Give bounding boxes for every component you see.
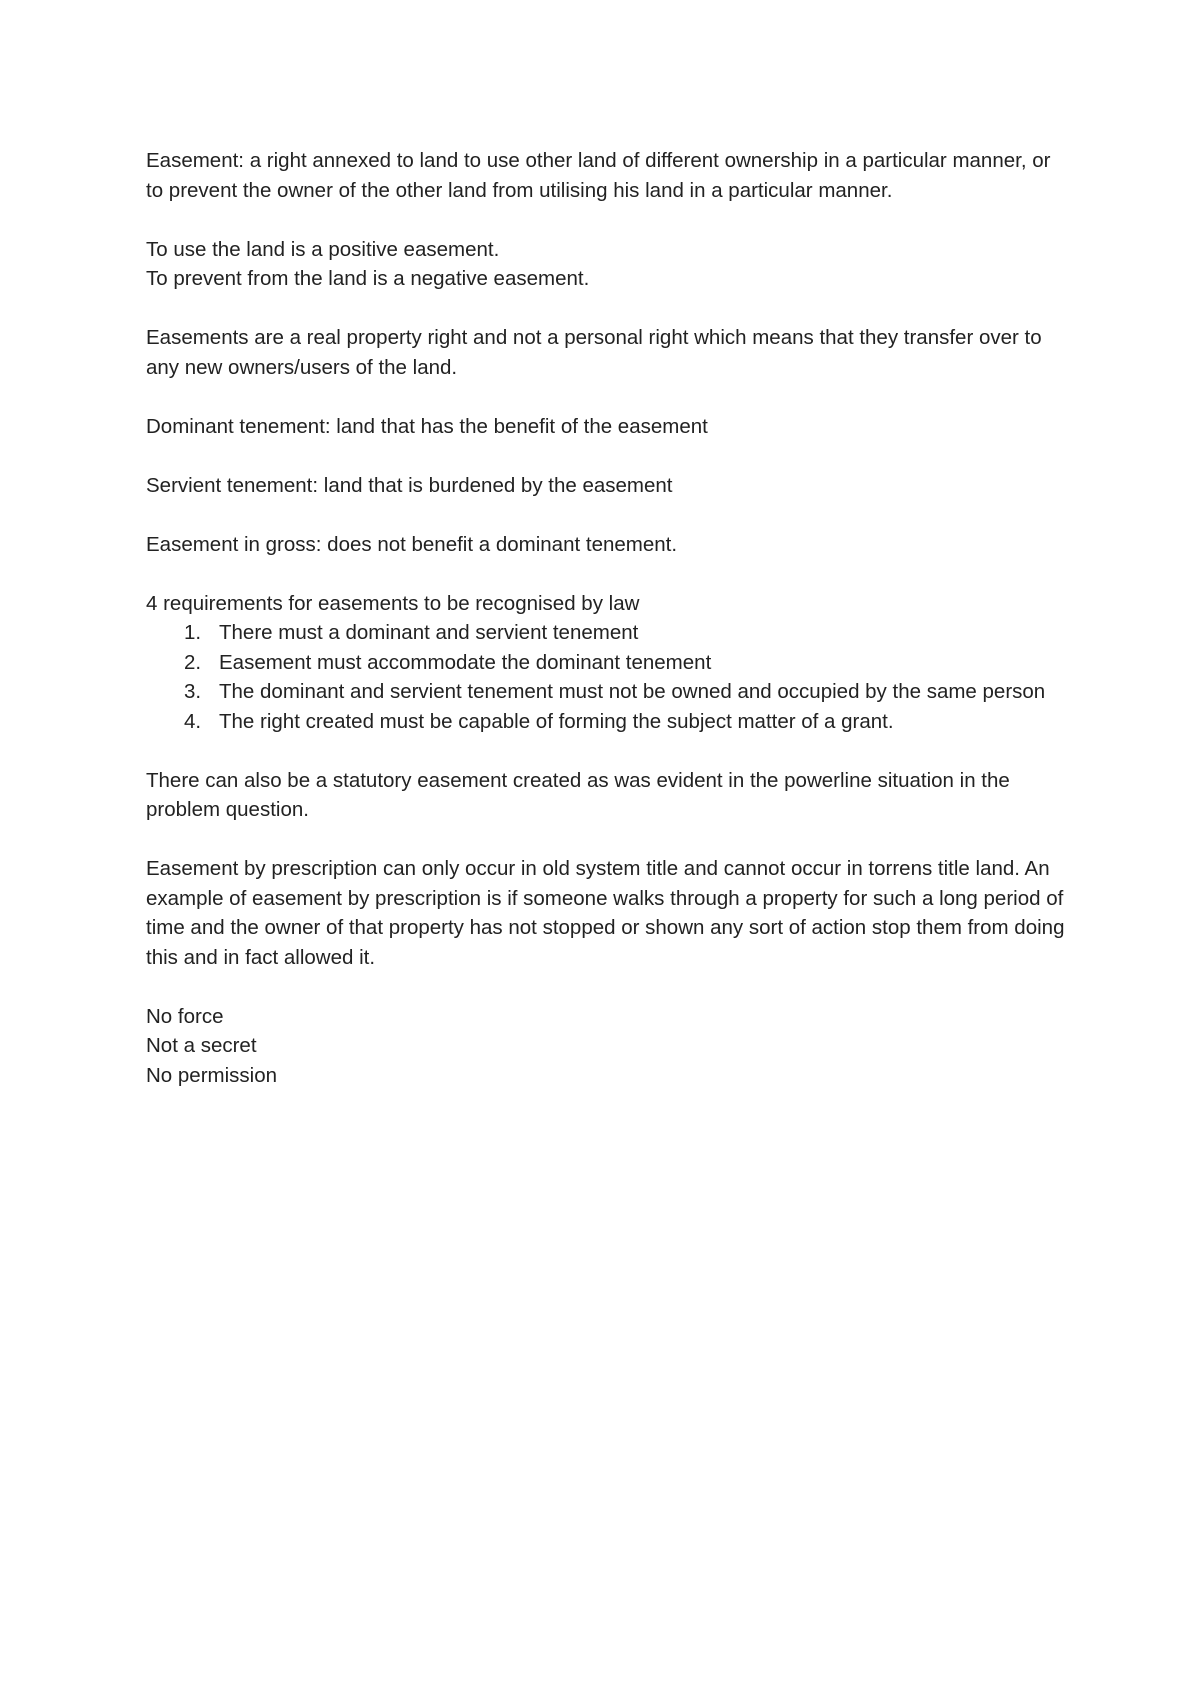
- easement-definition: Easement: a right annexed to land to use other land of different ownership in a particular manner, or to prevent the owner of the other land from utilising his land in a particular manner.: [146, 149, 1051, 202]
- list-item-number: 4.: [184, 709, 202, 733]
- condition-line: No force: [146, 1004, 224, 1028]
- requirements-list: [146, 618, 1066, 736]
- list-item-text: There must a dominant and servient tenement: [219, 621, 639, 644]
- list-item: [146, 707, 1066, 737]
- condition-line: Not a secret: [146, 1034, 257, 1057]
- dominant-tenement-definition: Dominant tenement: land that has the benefit of the easement: [146, 414, 708, 438]
- real-property-paragraph: Easements are a real property right and not a personal right which means that they transfer over to any new owners/users of the land.: [146, 326, 1042, 379]
- positive-easement-line: To use the land is a positive easement.: [146, 237, 500, 261]
- easement-in-gross-definition: Easement in gross: does not benefit a dominant tenement.: [146, 532, 678, 556]
- list-item: [146, 618, 1066, 648]
- statutory-easement-paragraph: There can also be a statutory easement created as was evident in the powerline situation in the problem question.: [146, 768, 1010, 821]
- prescription-paragraph: Easement by prescription can only occur in old system title and cannot occur in torrens title land. An example of easement by prescription is if someone walks through a property for such a long period of time and the owner of that property has not stopped or shown any sort of action stop them from doing this and in fact allowed it.: [146, 857, 1065, 969]
- list-item-text: The right created must be capable of forming the subject matter of a grant.: [219, 709, 894, 733]
- list-item-text: The dominant and servient tenement must not be owned and occupied by the same person: [219, 680, 1046, 703]
- list-item: [146, 677, 1066, 707]
- negative-easement-line: To prevent from the land is a negative easement.: [146, 267, 590, 290]
- list-item-number: 3.: [184, 680, 202, 703]
- condition-line: No permission: [146, 1063, 278, 1087]
- list-item-number: 1.: [184, 621, 202, 644]
- document-body: [146, 146, 1066, 1090]
- requirements-intro: 4 requirements for easements to be recognised by law: [146, 591, 640, 615]
- list-item-text: Easement must accommodate the dominant tenement: [219, 650, 712, 674]
- list-item: [146, 648, 1066, 678]
- list-item-number: 2.: [184, 650, 202, 674]
- servient-tenement-definition: Servient tenement: land that is burdened by the easement: [146, 473, 673, 497]
